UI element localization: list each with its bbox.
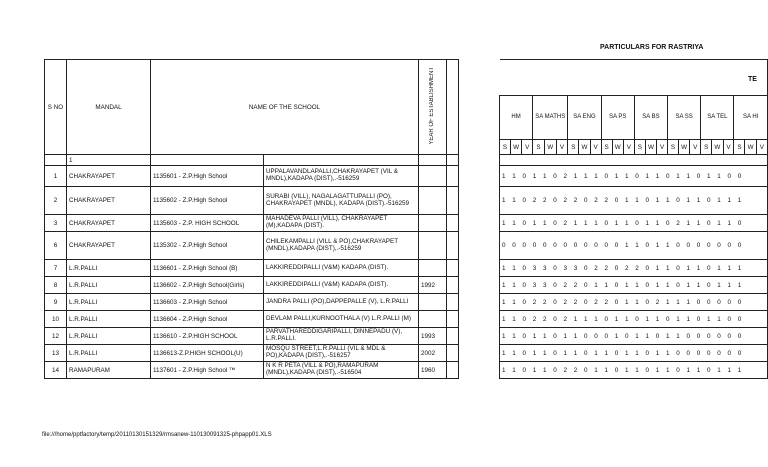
mandal-cell: CHAKRAYAPET	[67, 232, 151, 260]
spacer-cell	[447, 328, 459, 345]
svv-header-row	[500, 140, 768, 155]
sno-cell: 10	[45, 311, 67, 328]
address-cell: UPPALAVANDLAPALLI,CHAKRAYAPET (VIL & MNDL),KADAPA (DIST),.-516259	[264, 166, 419, 187]
year-cell: 2002	[419, 345, 447, 362]
school-name-header: NAME OF THE SCHOOL	[151, 60, 419, 155]
school-code-cell: 1137601 - Z.P.High School ™	[151, 362, 264, 379]
digit-values: 1 1 0 1 1 0 2 2 0 1 1 0 1 1 0 1 1 0 1 1 0 1 1 1	[500, 362, 768, 379]
header-row	[45, 60, 459, 155]
file-path-footer: file:///home/pptfactory/temp/20110130151329/rmsanew-110130091325-phpapp01.XLS	[42, 432, 272, 438]
address-cell: JANDRA PALLI (PO),DAPPEPALLE (V), L.R.PALLI	[264, 294, 419, 311]
mandal-header: MANDAL	[67, 60, 151, 155]
digit-values: 1 1 0 1 1 0 1 1 0 0 0 1 0 1 1 0 1 1 0 0 0 0 0 0	[500, 328, 768, 345]
marker-cell	[45, 155, 67, 166]
year-cell: 1960	[419, 362, 447, 379]
sno-cell: 8	[45, 277, 67, 294]
digit-values: 1 1 0 2 2 0 2 2 0 2 2 0 1 1 0 2 1 1 1 0 0 0 0 0	[500, 294, 768, 311]
school-code-cell: 1135601 - Z.P.High School	[151, 166, 264, 187]
digit-values: 1 1 0 3 3 0 2 2 0 1 1 0 1 1 0 1 1 0 1 1 0 1 1 1	[500, 277, 768, 294]
address-cell: PARVATHAREDDIGARIPALLI, DINNEPADU (V), L.R.PALLI.	[264, 328, 419, 345]
address-cell: MOSQU STREET,L.R.PALLI (VIL & MDL & PO),KADAPA (DIST),.-516257	[264, 345, 419, 362]
mandal-cell: L.R.PALLI	[67, 328, 151, 345]
svv-header-cell: W	[745, 140, 756, 155]
mandal-cell: RAMAPURAM	[67, 362, 151, 379]
digit-row	[500, 311, 768, 328]
school-code-cell: 1135302 - Z.P.High School	[151, 232, 264, 260]
svv-header-cell: V	[623, 140, 634, 155]
table-row	[45, 215, 459, 232]
table-row	[45, 232, 459, 260]
subject-grid	[499, 59, 768, 379]
table-row	[45, 362, 459, 379]
year-cell	[419, 215, 447, 232]
spacer-cell	[447, 166, 459, 187]
digit-row	[500, 328, 768, 345]
digit-values: 1 1 0 2 2 0 2 1 1 1 0 1 1 0 1 1 0 1 1 0 1 1 0 0	[500, 311, 768, 328]
mandal-cell: CHAKRAYAPET	[67, 215, 151, 232]
digit-row	[500, 345, 768, 362]
digit-row	[500, 260, 768, 277]
school-table-frame	[44, 59, 768, 398]
marker-value: 1	[67, 155, 151, 166]
subject-header: SA PS	[601, 96, 634, 140]
subject-header: HM	[500, 96, 533, 140]
year-cell: 1993	[419, 328, 447, 345]
mandal-cell: L.R.PALLI	[67, 260, 151, 277]
year-cell	[419, 232, 447, 260]
sheet-title: PARTICULARS FOR RASTRIYA	[600, 44, 704, 51]
svv-header-cell: V	[556, 140, 568, 155]
table-row	[45, 166, 459, 187]
digit-values: 1 1 0 1 1 0 1 1 0 1 1 0 1 1 0 1 1 0 0 0 0 0 0 0	[500, 345, 768, 362]
digit-values: 0 0 0 0 0 0 0 0 0 0 0 0 1 1 0 1 1 0 0 0 0 0 0 0	[500, 232, 768, 260]
year-cell	[419, 311, 447, 328]
svv-header-cell: W	[645, 140, 656, 155]
spacer-cell	[447, 215, 459, 232]
subject-header: SA ENG	[568, 96, 601, 140]
sno-cell: 13	[45, 345, 67, 362]
svv-header-cell: V	[590, 140, 601, 155]
mandal-cell: L.R.PALLI	[67, 345, 151, 362]
digit-row	[500, 187, 768, 215]
school-code-cell: 1136601 - Z.P.High School (B)	[151, 260, 264, 277]
school-code-cell: 1136610 - Z.P.HIGH SCHOOL	[151, 328, 264, 345]
school-code-cell: 1136613-Z.P.HIGH SCHOOL(U)	[151, 345, 264, 362]
mandal-cell: L.R.PALLI	[67, 311, 151, 328]
spacer-cell	[447, 260, 459, 277]
digit-row	[500, 166, 768, 187]
header-spacer	[447, 60, 459, 155]
sno-header: S NO	[45, 60, 67, 155]
svv-header-cell: S	[668, 140, 679, 155]
svv-header-cell: S	[634, 140, 645, 155]
school-code-cell: 1136603 - Z.P.High School	[151, 294, 264, 311]
address-cell: LAKKIREDDIPALLI (V&M) KADAPA (DIST).	[264, 277, 419, 294]
year-cell	[419, 187, 447, 215]
sno-cell: 9	[45, 294, 67, 311]
address-cell: LAKKIREDDIPALLI (V&M) KADAPA (DIST).	[264, 260, 419, 277]
year-header-label: YEAR OF ESTABLISHMENT	[429, 67, 435, 145]
spacer-cell	[447, 311, 459, 328]
digit-values: 1 1 0 1 1 0 2 1 1 1 0 1 1 0 1 1 0 1 1 0 1 1 0 0	[500, 166, 768, 187]
svv-header-cell: S	[601, 140, 612, 155]
school-code-cell: 1135603 - Z.P. HIGH SCHOOL	[151, 215, 264, 232]
school-code-cell: 1136602 - Z.P.High School(Girls)	[151, 277, 264, 294]
svv-header-cell: V	[522, 140, 533, 155]
address-cell: N K R PETA (VILL & PO),RAMAPURAM (MNDL),KADAPA (DIST),.-516504	[264, 362, 419, 379]
digit-row	[500, 215, 768, 232]
digit-values: 1 1 0 1 1 0 2 1 1 1 0 1 1 0 1 1 0 2 1 1 0 1 1 0	[500, 215, 768, 232]
subject-header: SA SS	[668, 96, 701, 140]
spacer-cell	[447, 232, 459, 260]
table-row	[45, 311, 459, 328]
subject-table	[499, 59, 768, 379]
table-row	[45, 187, 459, 215]
svv-header-cell: W	[510, 140, 521, 155]
svv-header-cell: S	[734, 140, 745, 155]
year-header	[419, 60, 447, 155]
svv-header-cell: S	[568, 140, 579, 155]
year-cell	[419, 260, 447, 277]
sno-cell: 7	[45, 260, 67, 277]
svv-header-cell: V	[756, 140, 767, 155]
svv-header-cell: S	[701, 140, 712, 155]
svv-header-cell: W	[712, 140, 723, 155]
address-cell: CHILEKAMPALLI (VILL & PO),CHAKRAYAPET (MNDL),KADAPA (DIST),.-516259	[264, 232, 419, 260]
school-table	[44, 59, 459, 379]
subject-header: SA BS	[634, 96, 667, 140]
subject-header: SA MATHS	[533, 96, 568, 140]
subject-header: SA TEL	[701, 96, 734, 140]
mandal-cell: L.R.PALLI	[67, 277, 151, 294]
svv-header-cell: W	[544, 140, 556, 155]
sno-cell: 14	[45, 362, 67, 379]
school-code-cell: 1135602 - Z.P.High School	[151, 187, 264, 215]
sno-cell: 6	[45, 232, 67, 260]
table-row	[45, 345, 459, 362]
address-cell: MAHADEVA PALLI (VILL), CHAKRAYAPET (M),KADAPA (DIST).	[264, 215, 419, 232]
svv-header-cell: V	[657, 140, 668, 155]
address-cell: SURABI (VILL), NAGALAGATTUPALLI (PO), CHAKRAYAPET (MNDL), KADAPA (DIST).-516259	[264, 187, 419, 215]
digit-row	[500, 362, 768, 379]
digit-row	[500, 277, 768, 294]
address-cell: DEVLAM PALLI,KURNOOTHALA (V) L.R.PALLI (M)	[264, 311, 419, 328]
spacer-cell	[447, 187, 459, 215]
sno-cell: 2	[45, 187, 67, 215]
mandal-cell: CHAKRAYAPET	[67, 187, 151, 215]
svv-header-cell: W	[612, 140, 623, 155]
digit-row	[500, 294, 768, 311]
svv-header-cell: V	[690, 140, 701, 155]
sno-cell: 3	[45, 215, 67, 232]
marker-row	[45, 155, 459, 166]
table-row	[45, 260, 459, 277]
svv-header-cell: S	[533, 140, 545, 155]
school-code-cell: 1136604 - Z.P.High School	[151, 311, 264, 328]
table-row	[45, 328, 459, 345]
table-row	[45, 294, 459, 311]
mandal-cell: L.R.PALLI	[67, 294, 151, 311]
digit-values: 1 1 0 2 2 0 2 2 0 2 2 0 1 1 0 1 1 0 1 1 0 1 1 1	[500, 187, 768, 215]
year-cell	[419, 166, 447, 187]
mandal-cell: CHAKRAYAPET	[67, 166, 151, 187]
sno-cell: 1	[45, 166, 67, 187]
svv-header-cell: W	[678, 140, 689, 155]
spacer-cell	[447, 277, 459, 294]
digit-row	[500, 232, 768, 260]
spacer-cell	[447, 345, 459, 362]
spacer-cell	[447, 362, 459, 379]
svv-header-cell: V	[723, 140, 734, 155]
subject-header-row	[500, 96, 768, 140]
spacer-cell	[447, 294, 459, 311]
digit-values: 1 1 0 3 3 0 3 3 0 2 2 0 2 2 0 1 1 0 1 1 0 1 1 1	[500, 260, 768, 277]
teachers-header-fragment: TE	[748, 76, 757, 83]
year-cell	[419, 294, 447, 311]
subject-header: SA HI	[734, 96, 768, 140]
year-cell: 1992	[419, 277, 447, 294]
svv-header-cell: W	[579, 140, 590, 155]
svv-header-cell: S	[500, 140, 511, 155]
table-row	[45, 277, 459, 294]
sno-cell: 12	[45, 328, 67, 345]
